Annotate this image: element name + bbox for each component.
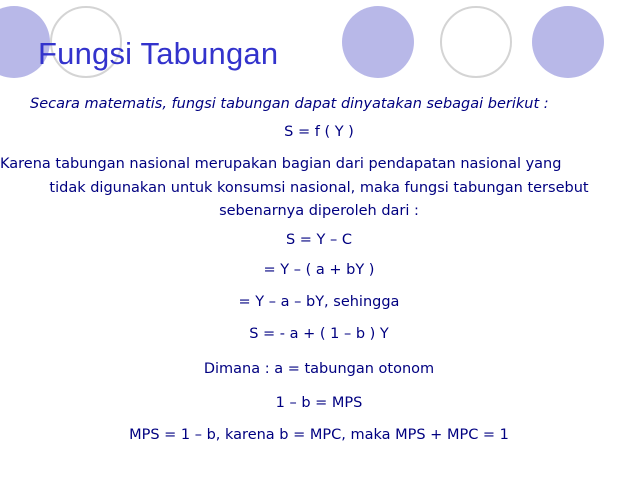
slide-title: Fungsi Tabungan — [38, 36, 279, 71]
derivation-step-3: = Y – a – bY, sehingga — [238, 294, 400, 310]
decor-circle-3 — [342, 6, 414, 78]
paragraph-line-1: Karena tabungan nasional merupakan bagian dari pendapatan nasional yang — [0, 156, 562, 172]
formula-savings-function: S = f ( Y ) — [284, 124, 354, 140]
decor-circle-5 — [532, 6, 604, 78]
definition-autonomous-saving: Dimana : a = tabungan otonom — [203, 361, 435, 377]
derivation-result: S = - a + ( 1 – b ) Y — [249, 326, 389, 342]
definition-mps: 1 – b = MPS — [275, 395, 363, 411]
definition-mps-mpc: MPS = 1 – b, karena b = MPC, maka MPS + MPC = 1 — [129, 427, 509, 443]
derivation-step-1: S = Y – C — [285, 232, 353, 248]
paragraph-line-2: tidak digunakan untuk konsumsi nasional, maka fungsi tabungan tersebut — [49, 180, 589, 196]
intro-text: Secara matematis, fungsi tabungan dapat dinyatakan sebagai berikut : — [30, 96, 549, 112]
decor-circle-4 — [440, 6, 512, 78]
paragraph-line-3: sebenarnya diperoleh dari : — [219, 203, 419, 219]
derivation-step-2: = Y – ( a + bY ) — [263, 262, 375, 278]
